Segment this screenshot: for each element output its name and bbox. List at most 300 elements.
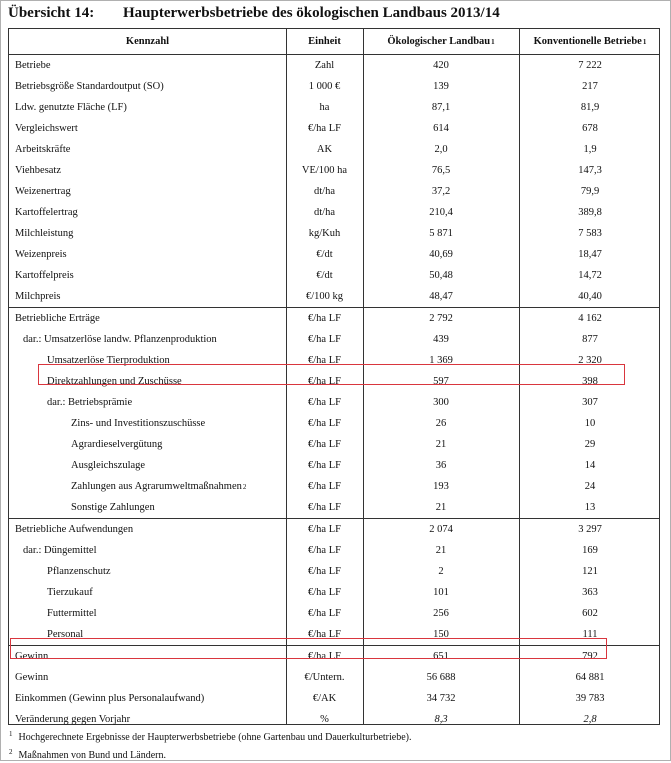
cell-konv-text: 121 [582,566,598,577]
table-row [9,413,659,434]
cell-kennzahl [9,55,286,76]
cell-oeko-text: 193 [433,481,449,492]
cell-oeko-text: 1 369 [429,355,453,366]
cell-oeko [363,55,519,76]
cell-konv-text: 7 222 [578,60,602,71]
cell-einheit-text: % [320,714,329,725]
cell-kennzahl-text: Betriebe [15,60,51,71]
cell-einheit-text: €/ha LF [308,397,341,408]
cell-einheit [286,118,363,139]
cell-kennzahl-text: dar.: Betriebsprämie [47,397,133,408]
cell-oeko [363,76,519,97]
cell-oeko [363,265,519,286]
cell-kennzahl [9,244,286,265]
cell-konv [519,434,661,455]
cell-kennzahl [9,434,286,455]
cell-oeko [363,667,519,688]
cell-einheit-text: €/ha LF [308,545,341,556]
cell-oeko [363,603,519,624]
table-row [9,688,659,709]
cell-konv [519,308,661,329]
data-table [8,28,660,725]
cell-oeko [363,519,519,540]
cell-kennzahl [9,413,286,434]
cell-einheit-text: €/dt [316,249,333,260]
cell-einheit [286,329,363,350]
table-row [9,646,659,667]
cell-oeko-text: 150 [433,629,449,640]
table-row [9,540,659,561]
cell-einheit [286,667,363,688]
cell-oeko-text: 21 [435,502,447,513]
footnotes [8,727,411,763]
cell-einheit [286,519,363,540]
cell-einheit-text: €/ha LF [308,355,341,366]
cell-oeko [363,646,519,667]
cell-einheit-text: €/ha LF [308,608,341,619]
table-section [9,645,659,730]
cell-kennzahl-text: Tierzukauf [47,587,93,598]
cell-konv [519,413,661,434]
cell-kennzahl-text: Arbeitskräfte [15,144,71,155]
cell-kennzahl-text: Betriebliche Aufwendungen [15,524,134,535]
cell-oeko [363,540,519,561]
cell-kennzahl [9,350,286,371]
cell-einheit [286,688,363,709]
title-label: Übersicht 14: [8,5,95,21]
cell-konv [519,350,661,371]
cell-konv [519,455,661,476]
cell-kennzahl-text: Ausgleichszulage [71,460,146,471]
header-oeko [363,29,519,54]
cell-kennzahl-text: Kartoffelertrag [15,207,78,218]
cell-einheit [286,540,363,561]
cell-einheit-text: €/ha LF [308,313,341,324]
cell-einheit [286,455,363,476]
cell-konv [519,688,661,709]
cell-kennzahl [9,223,286,244]
cell-kennzahl-text: Pflanzenschutz [47,566,111,577]
table-row [9,371,659,392]
cell-konv [519,97,661,118]
table-row [9,455,659,476]
cell-oeko-text: 2 [438,566,444,577]
cell-oeko-text: 210,4 [429,207,453,218]
table-body [9,55,659,730]
cell-kennzahl [9,139,286,160]
cell-konv [519,265,661,286]
cell-oeko-text: 21 [435,545,447,556]
cell-einheit-text: AK [316,144,333,155]
title-text: Haupterwerbsbetriebe des ökologischen Landbaus 2013/14 [123,5,500,21]
cell-kennzahl [9,561,286,582]
footnote-mark: 1 [9,730,13,738]
cell-einheit-text: €/ha LF [308,123,341,134]
footnote-2 [8,745,411,763]
cell-konv [519,519,661,540]
cell-oeko-text: 87,1 [431,102,451,113]
cell-einheit [286,97,363,118]
cell-kennzahl-text: dar.: Umsatzerlöse landw. Pflanzenproduktion [23,334,217,345]
cell-oeko-text: 5 871 [429,228,453,239]
cell-konv-text: 64 881 [575,672,605,683]
cell-einheit-text: €/dt [316,270,333,281]
cell-kennzahl [9,76,286,97]
cell-konv [519,624,661,645]
cell-oeko [363,392,519,413]
cell-kennzahl [9,392,286,413]
table-row [9,286,659,307]
cell-oeko [363,624,519,645]
cell-oeko-text: 256 [433,608,449,619]
cell-kennzahl [9,582,286,603]
cell-einheit-text: Zahl [314,60,335,71]
cell-kennzahl [9,160,286,181]
cell-einheit-text: €/ha LF [308,629,341,640]
header-konv-footnote: 1 [642,37,647,46]
cell-konv-text: 169 [582,545,598,556]
cell-einheit-text: €/ha LF [308,418,341,429]
table-row [9,265,659,286]
cell-konv-text: 389,8 [578,207,602,218]
cell-konv [519,55,661,76]
cell-einheit [286,286,363,307]
cell-konv [519,76,661,97]
cell-oeko-text: 76,5 [431,165,451,176]
cell-kennzahl [9,688,286,709]
cell-einheit [286,603,363,624]
cell-konv-text: 10 [584,418,596,429]
table-row [9,667,659,688]
cell-konv [519,160,661,181]
cell-einheit [286,434,363,455]
cell-einheit-text: €/ha LF [308,439,341,450]
cell-konv [519,223,661,244]
cell-einheit-text: ha [319,102,330,113]
table-row [9,561,659,582]
header-konv-label: Konventionelle Betriebe [533,36,642,47]
cell-oeko [363,286,519,307]
table-row [9,118,659,139]
cell-kennzahl [9,181,286,202]
cell-oeko-text: 101 [433,587,449,598]
table-row [9,97,659,118]
cell-oeko-text: 36 [435,460,447,471]
cell-oeko-text: 8,3 [434,714,448,725]
cell-kennzahl [9,540,286,561]
cell-oeko [363,582,519,603]
cell-konv-text: 1,9 [583,144,597,155]
cell-oeko [363,413,519,434]
cell-konv-text: 24 [584,481,596,492]
cell-oeko [363,371,519,392]
cell-einheit [286,55,363,76]
cell-kennzahl [9,371,286,392]
cell-oeko [363,160,519,181]
cell-oeko-text: 597 [433,376,449,387]
cell-einheit-text: €/ha LF [308,460,341,471]
cell-oeko [363,476,519,497]
cell-konv [519,476,661,497]
cell-einheit [286,646,363,667]
cell-einheit-text: €/ha LF [308,587,341,598]
table-row [9,603,659,624]
cell-kennzahl [9,667,286,688]
cell-einheit [286,308,363,329]
cell-konv-text: 7 583 [578,228,602,239]
cell-einheit [286,139,363,160]
cell-einheit-text: €/ha LF [308,651,341,662]
cell-kennzahl-text: Ldw. genutzte Fläche (LF) [15,102,127,113]
table-row [9,624,659,645]
cell-konv [519,561,661,582]
header-einheit: Einheit [308,36,341,47]
cell-kennzahl-text: Zins- und Investitionszuschüsse [71,418,206,429]
cell-kennzahl-text: Sonstige Zahlungen [71,502,155,513]
cell-konv-text: 14,72 [578,270,602,281]
cell-konv-text: 602 [582,608,598,619]
cell-konv-text: 2,8 [583,714,597,725]
cell-einheit [286,413,363,434]
cell-konv-text: 81,9 [580,102,600,113]
header-oeko-label: Ökologischer Landbau [387,36,491,47]
cell-kennzahl [9,603,286,624]
cell-kennzahl-text: Gewinn [15,651,49,662]
cell-oeko [363,139,519,160]
cell-oeko [363,308,519,329]
cell-konv-text: 147,3 [578,165,602,176]
cell-kennzahl-text: Veränderung gegen Vorjahr [15,714,131,725]
cell-oeko-text: 139 [433,81,449,92]
cell-konv-text: 14 [584,460,596,471]
table-row [9,476,659,497]
cell-einheit [286,350,363,371]
cell-kennzahl [9,624,286,645]
cell-kennzahl-text: Weizenertrag [15,186,71,197]
cell-einheit [286,160,363,181]
cell-konv-text: 13 [584,502,596,513]
cell-kennzahl-text: Betriebliche Erträge [15,313,100,324]
cell-einheit [286,497,363,518]
cell-kennzahl-text: Agrardieselvergütung [71,439,163,450]
cell-oeko [363,118,519,139]
cell-oeko [363,350,519,371]
cell-konv [519,329,661,350]
cell-oeko [363,97,519,118]
footnote-ref: 2 [242,482,247,491]
cell-oeko-text: 34 732 [426,693,456,704]
table-row [9,139,659,160]
cell-kennzahl-text: dar.: Düngemittel [23,545,97,556]
cell-kennzahl-text: Milchpreis [15,291,61,302]
cell-konv-text: 398 [582,376,598,387]
cell-kennzahl [9,476,286,497]
cell-oeko-text: 614 [433,123,449,134]
cell-konv [519,582,661,603]
cell-konv [519,202,661,223]
footnote-text: Maßnahmen von Bund und Ländern. [18,750,166,761]
cell-kennzahl [9,329,286,350]
footnote-mark: 2 [9,748,13,756]
cell-kennzahl-text: Umsatzerlöse Tierproduktion [47,355,170,366]
cell-konv [519,286,661,307]
cell-kennzahl-text: Weizenpreis [15,249,67,260]
cell-einheit [286,181,363,202]
cell-oeko-text: 651 [433,651,449,662]
table-row [9,582,659,603]
cell-kennzahl [9,286,286,307]
cell-oeko-text: 2 074 [429,524,453,535]
cell-kennzahl [9,497,286,518]
cell-konv-text: 2 320 [578,355,602,366]
cell-konv [519,244,661,265]
cell-einheit-text: 1 000 € [308,81,341,92]
cell-einheit [286,202,363,223]
cell-oeko [363,455,519,476]
cell-einheit-text: €/100 kg [305,291,344,302]
cell-einheit-text: kg/Kuh [308,228,341,239]
table-section [9,307,659,518]
cell-konv [519,540,661,561]
table-row [9,55,659,76]
cell-oeko [363,223,519,244]
cell-einheit-text: €/ha LF [308,376,341,387]
table-row [9,519,659,540]
cell-einheit-text: €/Untern. [304,672,345,683]
cell-einheit [286,476,363,497]
cell-oeko-text: 420 [433,60,449,71]
table-section [9,55,659,307]
cell-einheit [286,244,363,265]
cell-konv-text: 363 [582,587,598,598]
cell-konv-text: 4 162 [578,313,602,324]
cell-kennzahl [9,265,286,286]
cell-oeko [363,202,519,223]
cell-kennzahl [9,202,286,223]
cell-kennzahl-text: Milchleistung [15,228,74,239]
cell-konv-text: 29 [584,439,596,450]
cell-einheit [286,582,363,603]
cell-konv-text: 217 [582,81,598,92]
cell-oeko-text: 40,69 [429,249,453,260]
cell-konv [519,667,661,688]
cell-kennzahl-text: Kartoffelpreis [15,270,74,281]
cell-oeko-text: 2,0 [434,144,448,155]
cell-oeko-text: 48,47 [429,291,453,302]
cell-konv [519,603,661,624]
table-row [9,392,659,413]
cell-kennzahl [9,308,286,329]
cell-einheit [286,223,363,244]
page-title [8,5,500,25]
table-row [9,497,659,518]
cell-kennzahl [9,519,286,540]
cell-oeko [363,497,519,518]
cell-einheit [286,392,363,413]
cell-oeko [363,329,519,350]
cell-kennzahl-text: Viehbesatz [15,165,62,176]
cell-konv-text: 877 [582,334,598,345]
cell-oeko-text: 300 [433,397,449,408]
cell-einheit-text: €/ha LF [308,524,341,535]
cell-einheit-text: €/ha LF [308,481,341,492]
table-row [9,434,659,455]
cell-konv-text: 40,40 [578,291,602,302]
cell-einheit [286,265,363,286]
cell-kennzahl-text: Einkommen (Gewinn plus Personalaufwand) [15,693,205,704]
cell-oeko-text: 56 688 [426,672,456,683]
footnote-1 [8,727,411,745]
table-row [9,329,659,350]
cell-konv-text: 678 [582,123,598,134]
cell-konv [519,646,661,667]
cell-einheit [286,624,363,645]
cell-oeko-text: 50,48 [429,270,453,281]
cell-einheit-text: €/AK [312,693,337,704]
cell-kennzahl [9,118,286,139]
cell-konv [519,497,661,518]
table-row [9,308,659,329]
cell-einheit-text: dt/ha [314,207,335,218]
cell-oeko [363,244,519,265]
header-kennzahl: Kennzahl [125,36,170,47]
cell-kennzahl-text: Vergleichswert [15,123,78,134]
cell-konv-text: 18,47 [578,249,602,260]
cell-kennzahl-text: Gewinn [15,672,49,683]
cell-einheit-text: €/ha LF [308,566,341,577]
cell-kennzahl-text: Futtermittel [47,608,97,619]
cell-oeko [363,181,519,202]
table-row [9,160,659,181]
cell-konv [519,118,661,139]
cell-kennzahl [9,97,286,118]
cell-oeko [363,434,519,455]
cell-einheit-text: VE/100 ha [301,165,348,176]
table-row [9,202,659,223]
cell-einheit-text: dt/ha [314,186,335,197]
table-row [9,223,659,244]
cell-konv-text: 307 [582,397,598,408]
cell-konv [519,181,661,202]
cell-kennzahl-text: Direktzahlungen und Zuschüsse [47,376,182,387]
footnote-text: Hochgerechnete Ergebnisse der Haupterwerbsbetriebe (ohne Gartenbau und Dauerkulturbetriebe). [18,732,412,743]
cell-konv-text: 79,9 [580,186,600,197]
cell-oeko [363,688,519,709]
cell-konv [519,392,661,413]
cell-einheit-text: €/ha LF [308,502,341,513]
cell-konv-text: 39 783 [575,693,605,704]
table-row [9,181,659,202]
cell-konv-text: 3 297 [578,524,602,535]
cell-oeko-text: 2 792 [429,313,453,324]
header-konv [519,29,661,54]
cell-konv [519,371,661,392]
table-row [9,350,659,371]
table-section [9,518,659,645]
header-oeko-footnote: 1 [491,37,495,46]
cell-oeko [363,561,519,582]
table-row [9,76,659,97]
cell-einheit-text: €/ha LF [308,334,341,345]
cell-kennzahl-text: Zahlungen aus Agrarumweltmaßnahmen [71,481,242,492]
cell-oeko-text: 439 [433,334,449,345]
cell-konv [519,139,661,160]
cell-konv-text: 111 [582,629,598,640]
cell-oeko-text: 21 [435,439,447,450]
cell-oeko-text: 37,2 [431,186,451,197]
cell-einheit [286,561,363,582]
cell-kennzahl [9,646,286,667]
